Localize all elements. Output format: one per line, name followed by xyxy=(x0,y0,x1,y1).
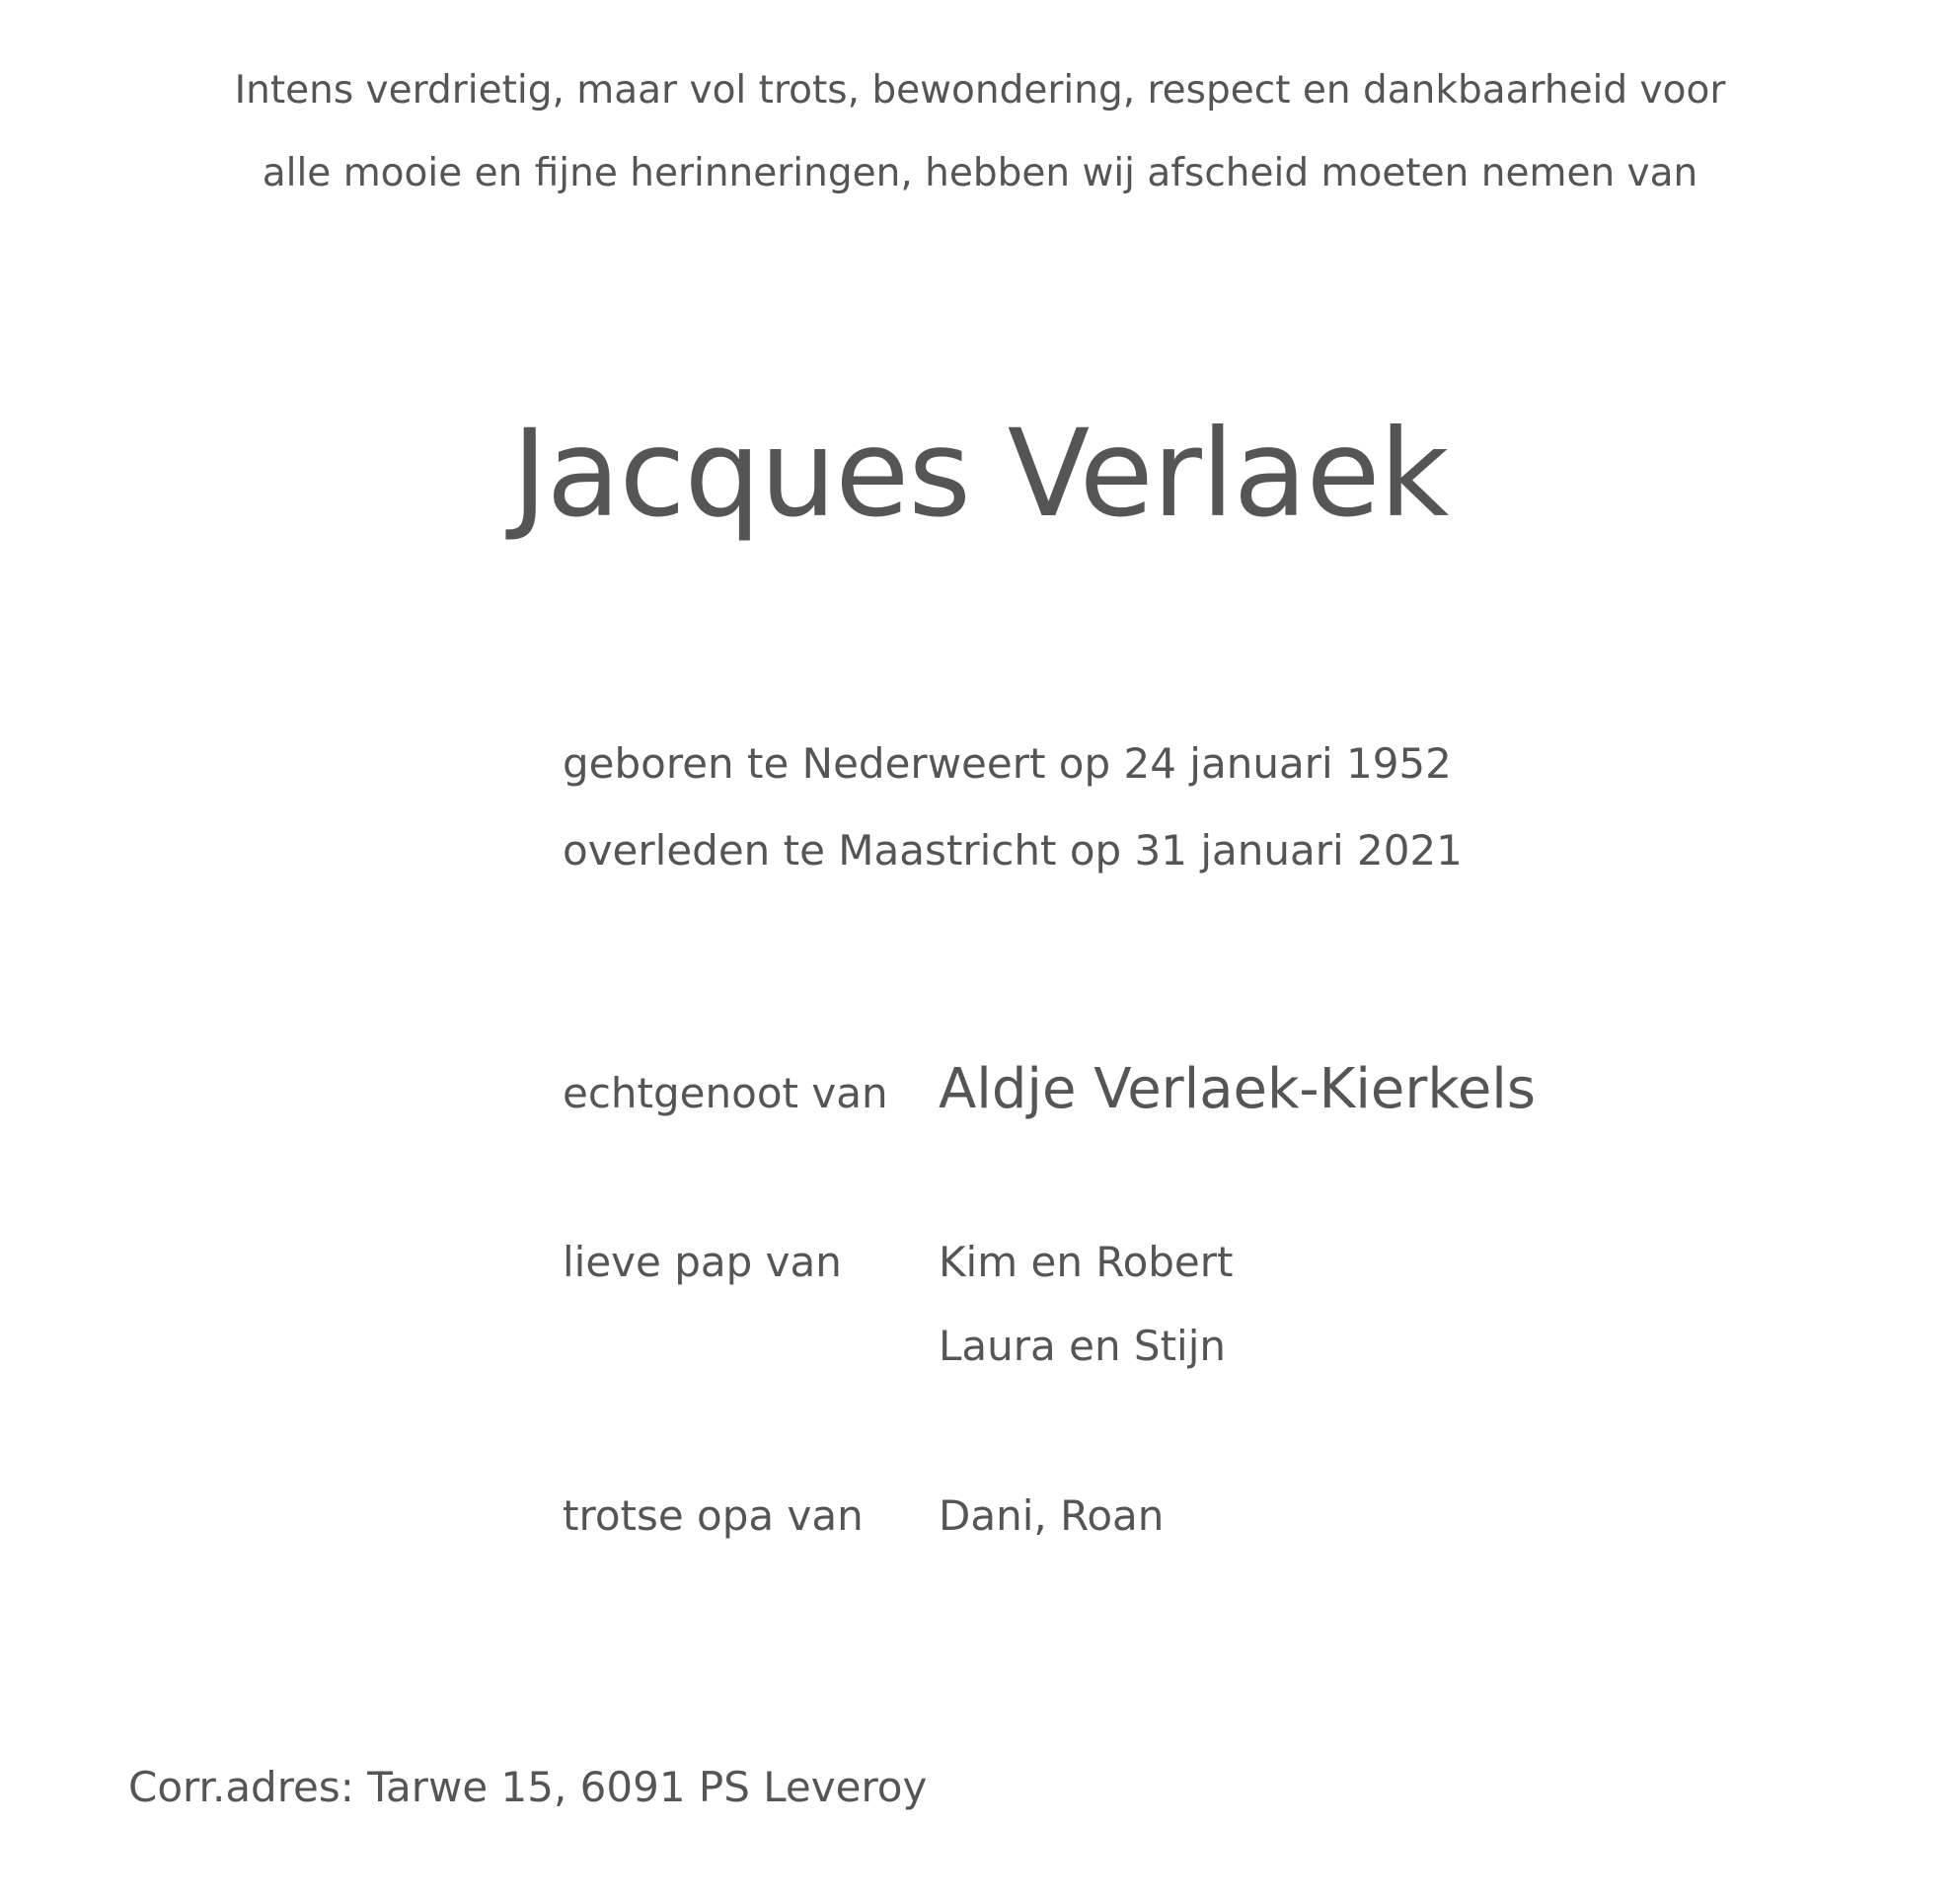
correspondence-address: Corr.adres: Tarwe 15, 6091 PS Leveroy xyxy=(128,1763,928,1811)
deceased-name: Jacques Verlaek xyxy=(511,404,1449,544)
spouse-label: echtgenoot van xyxy=(563,1069,888,1117)
intro-line-2: alle mooie en fijne herinneringen, hebben wij afscheid moeten nemen van xyxy=(262,151,1698,195)
birth-line: geboren te Nederweert op 24 januari 1952 xyxy=(563,739,1452,788)
child-entry-2: Laura en Stijn xyxy=(939,1322,1227,1370)
death-line: overleden te Maastricht op 31 januari 2021 xyxy=(563,826,1463,875)
spouse-name: Aldje Verlaek-Kierkels xyxy=(939,1057,1537,1121)
grandchildren-label: trotse opa van xyxy=(563,1491,864,1540)
child-entry-1: Kim en Robert xyxy=(939,1238,1234,1286)
grandchildren-names: Dani, Roan xyxy=(939,1491,1165,1540)
children-label: lieve pap van xyxy=(563,1238,842,1286)
intro-line-1: Intens verdrietig, maar vol trots, bewondering, respect en dankbaarheid voor xyxy=(234,68,1726,113)
